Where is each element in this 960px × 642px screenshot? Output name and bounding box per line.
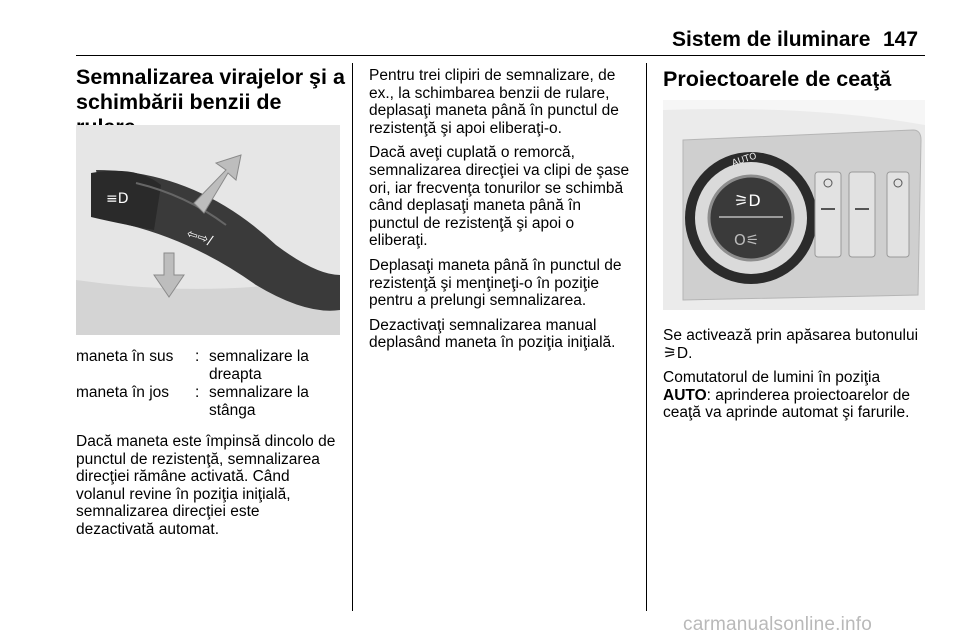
body-paragraph: Se activează prin apăsarea butonului ⚞D. bbox=[663, 327, 919, 362]
col2-text bbox=[369, 67, 635, 359]
light-switch-illustration bbox=[663, 100, 925, 310]
col1-heading-line1: Semnalizarea virajelor şi a bbox=[76, 65, 345, 89]
definition-separator: : bbox=[195, 384, 200, 402]
definition-description: semnalizare la dreapta bbox=[209, 348, 309, 383]
body-paragraph bbox=[663, 369, 925, 422]
col1-heading-line2: schimbării benzii de bbox=[76, 90, 282, 114]
definition-term: maneta în jos bbox=[76, 384, 170, 402]
definition-description: semnalizare la stânga bbox=[209, 384, 309, 419]
fog-lights-heading: Proiectoarele de ceaţă bbox=[663, 67, 892, 91]
stalk-light-symbol: ≡D bbox=[106, 191, 129, 207]
column-divider-1 bbox=[352, 63, 353, 611]
turn-signal-figure bbox=[76, 125, 340, 335]
header-title: Sistem de iluminare bbox=[672, 28, 871, 51]
stalk-indicator-symbols: ⇦⇨/ bbox=[184, 226, 215, 249]
col3-heading bbox=[663, 67, 925, 92]
rear-fog-symbol: O⚟ bbox=[734, 231, 760, 249]
auto-keyword: AUTO bbox=[663, 386, 707, 404]
front-fog-symbol: ⚞D bbox=[734, 191, 761, 210]
fog-lights-figure bbox=[663, 100, 925, 310]
page-number: 147 bbox=[883, 28, 919, 51]
turn-signal-stalk-illustration bbox=[76, 125, 340, 335]
definition-row bbox=[76, 348, 340, 383]
body-paragraph: Dacă maneta este împinsă dincolo de punctul de rezistenţă, semnalizarea direcţiei rămâne activată. Când volanul revine în poziţia iniţială, semnalizarea direcţiei este dezactivată automat. bbox=[76, 433, 336, 538]
header-rule bbox=[76, 55, 925, 56]
auto-label: AUTO bbox=[730, 151, 759, 169]
signal-definitions bbox=[76, 348, 340, 420]
column-divider-2 bbox=[646, 63, 647, 611]
definition-separator: : bbox=[195, 348, 200, 365]
body-paragraph: Dezactivaţi semnalizarea manual deplasând maneta în poziţia iniţială. bbox=[369, 316, 616, 352]
body-paragraph: Pentru trei clipiri de semnalizare, de ex., la schimbarea benzii de rulare, deplasaţi maneta până în punctul de rezistenţă şi apoi eliberaţi-o. bbox=[369, 67, 619, 137]
watermark: carmanualsonline.info bbox=[683, 614, 873, 635]
para-prefix: Comutatorul de lumini în poziţia bbox=[663, 369, 881, 387]
col1-paragraph bbox=[76, 433, 342, 546]
body-paragraph: Deplasaţi maneta până în punctul de rezistenţă şi menţineţi-o în poziţie pentru a prelungi semnalizarea. bbox=[369, 256, 622, 310]
definition-row bbox=[76, 384, 340, 419]
body-paragraph: Dacă aveţi cuplată o remorcă, semnalizarea direcţiei va clipi de şase ori, iar frecvenţa tonurilor se schimbă când deplasaţi maneta până în punctul de rezistenţă şi apoi o eliberaţi. bbox=[369, 144, 630, 250]
col3-text bbox=[663, 327, 925, 429]
para-rest: : aprinderea proiectoarelor de ceaţă va aprinde automat şi farurile. bbox=[663, 386, 910, 422]
definition-term: maneta în sus bbox=[76, 348, 174, 365]
